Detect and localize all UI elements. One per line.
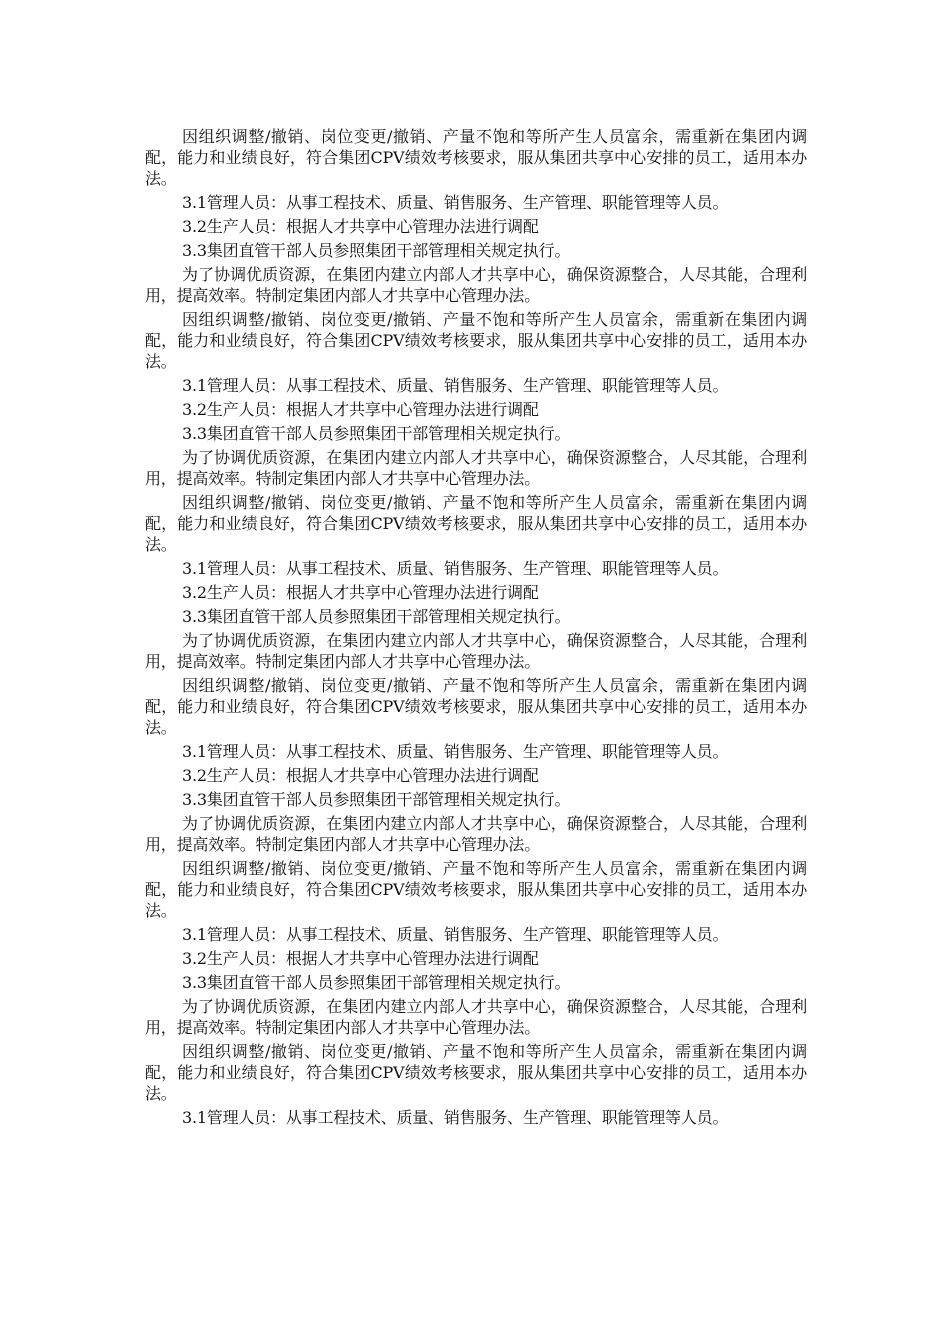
paragraph: 3.3集团直管干部人员参照集团干部管理相关规定执行。 [182,241,571,260]
paragraph: 3.2生产人员：根据人才共享中心管理办法进行调配 [182,400,539,419]
paragraph: 3.2生产人员：根据人才共享中心管理办法进行调配 [182,217,539,236]
paragraph: 因组织调整/撤销、岗位变更/撤销、产量不饱和等所产生人员富余，需重新在集团内调配，能力和业绩良好，符合集团CPV绩效考核要求，服从集团共享中心安排的员工，适用本办法。 [145,310,807,371]
paragraph: 3.3集团直管干部人员参照集团干部管理相关规定执行。 [182,973,571,992]
paragraph: 3.1管理人员：从事工程技术、质量、销售服务、生产管理、职能管理等人员。 [182,193,729,212]
paragraph: 因组织调整/撤销、岗位变更/撤销、产量不饱和等所产生人员富余，需重新在集团内调配，能力和业绩良好，符合集团CPV绩效考核要求，服从集团共享中心安排的员工，适用本办法。 [145,676,807,737]
paragraph: 3.1管理人员：从事工程技术、质量、销售服务、生产管理、职能管理等人员。 [182,376,729,395]
paragraph: 3.3集团直管干部人员参照集团干部管理相关规定执行。 [182,790,571,809]
document-body [145,126,807,1131]
paragraph: 因组织调整/撤销、岗位变更/撤销、产量不饱和等所产生人员富余，需重新在集团内调配，能力和业绩良好，符合集团CPV绩效考核要求，服从集团共享中心安排的员工，适用本办法。 [145,1042,807,1103]
paragraph: 为了协调优质资源，在集团内建立内部人才共享中心，确保资源整合，人尽其能，合理利用，提高效率。特制定集团内部人才共享中心管理办法。 [145,814,807,854]
paragraph: 为了协调优质资源，在集团内建立内部人才共享中心，确保资源整合，人尽其能，合理利用，提高效率。特制定集团内部人才共享中心管理办法。 [145,448,807,488]
paragraph: 因组织调整/撤销、岗位变更/撤销、产量不饱和等所产生人员富余，需重新在集团内调配，能力和业绩良好，符合集团CPV绩效考核要求，服从集团共享中心安排的员工，适用本办法。 [145,127,807,188]
paragraph: 3.2生产人员：根据人才共享中心管理办法进行调配 [182,583,539,602]
paragraph: 3.1管理人员：从事工程技术、质量、销售服务、生产管理、职能管理等人员。 [182,925,729,944]
paragraph: 因组织调整/撤销、岗位变更/撤销、产量不饱和等所产生人员富余，需重新在集团内调配，能力和业绩良好，符合集团CPV绩效考核要求，服从集团共享中心安排的员工，适用本办法。 [145,859,807,920]
paragraph: 3.1管理人员：从事工程技术、质量、销售服务、生产管理、职能管理等人员。 [182,559,729,578]
paragraph: 为了协调优质资源，在集团内建立内部人才共享中心，确保资源整合，人尽其能，合理利用，提高效率。特制定集团内部人才共享中心管理办法。 [145,997,807,1037]
paragraph: 因组织调整/撤销、岗位变更/撤销、产量不饱和等所产生人员富余，需重新在集团内调配，能力和业绩良好，符合集团CPV绩效考核要求，服从集团共享中心安排的员工，适用本办法。 [145,493,807,554]
paragraph: 3.1管理人员：从事工程技术、质量、销售服务、生产管理、职能管理等人员。 [182,742,729,761]
paragraph: 3.3集团直管干部人员参照集团干部管理相关规定执行。 [182,424,571,443]
paragraph: 3.2生产人员：根据人才共享中心管理办法进行调配 [182,766,539,785]
paragraph: 为了协调优质资源，在集团内建立内部人才共享中心，确保资源整合，人尽其能，合理利用，提高效率。特制定集团内部人才共享中心管理办法。 [145,631,807,671]
paragraph: 3.1管理人员：从事工程技术、质量、销售服务、生产管理、职能管理等人员。 [182,1108,729,1127]
paragraph: 3.2生产人员：根据人才共享中心管理办法进行调配 [182,949,539,968]
paragraph: 为了协调优质资源，在集团内建立内部人才共享中心，确保资源整合，人尽其能，合理利用，提高效率。特制定集团内部人才共享中心管理办法。 [145,265,807,305]
paragraph: 3.3集团直管干部人员参照集团干部管理相关规定执行。 [182,607,571,626]
